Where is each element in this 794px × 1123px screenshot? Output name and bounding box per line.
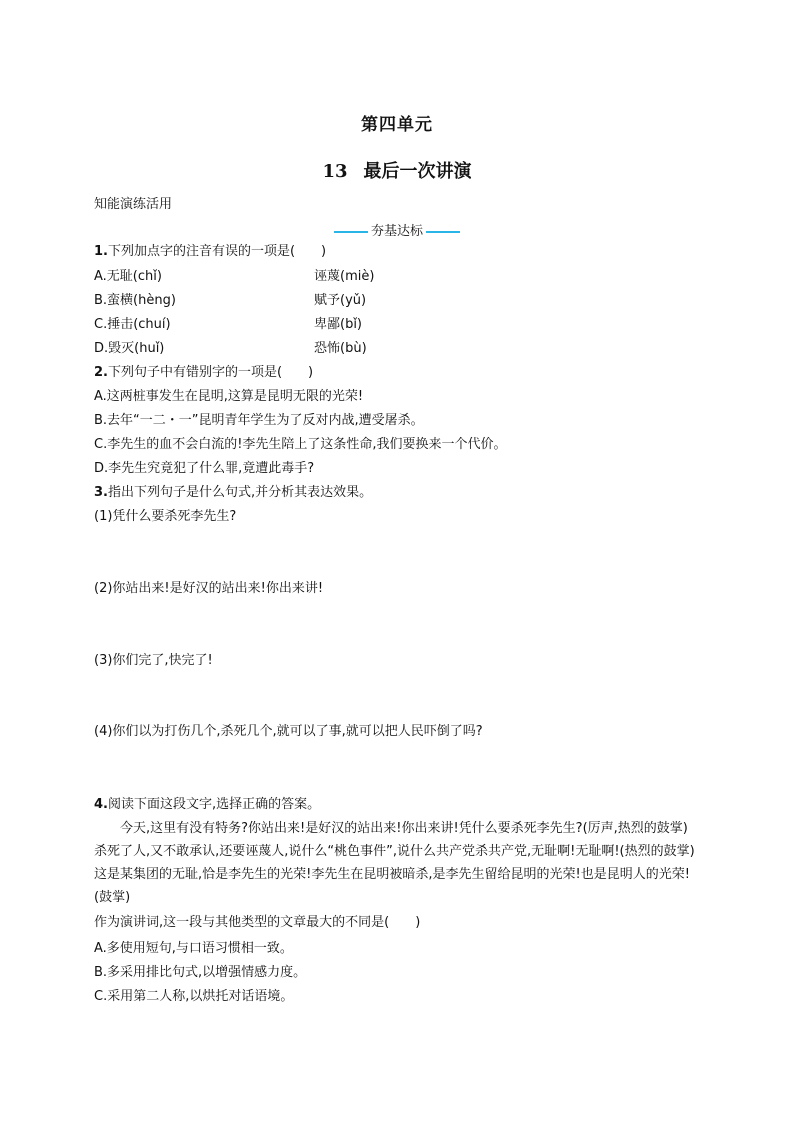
q2-option-a: A.这两桩事发生在昆明,这算是昆明无限的光荣! [94,389,364,404]
q3-item-3: (3)你们完了,快完了! [94,653,213,668]
q1-option-c-left: C.捶击(chuí) [94,317,171,332]
question-number: 4. [94,797,108,812]
q1-option-row [94,316,363,334]
q3-item-4: (4)你们以为打伤几个,杀死几个,就可以了事,就可以把人民吓倒了吗? [94,724,483,739]
q4-option-c: C.采用第二人称,以烘托对话语境。 [94,989,294,1004]
q2-option-d: D.李先生究竟犯了什么罪,竟遭此毒手? [94,461,315,476]
question-text: 阅读下面这段文字,选择正确的答案。 [107,797,321,812]
section-banner [0,220,794,239]
lesson-title [0,157,794,183]
question-2-stem [94,364,313,382]
q3-item-1: (1)凭什么要杀死李先生? [94,509,237,524]
question-4-stem [94,796,320,814]
q2-option-b: B.去年“一二・一”昆明青年学生为了反对内战,遭受屠杀。 [94,413,424,428]
question-number: 3. [94,485,108,500]
q1-option-d-right: 恐怖(bù) [314,341,367,356]
q1-option-a-left: A.无耻(chǐ) [94,269,162,284]
q1-option-a-right: 诬蔑(miè) [314,269,375,284]
lesson-name: 最后一次讲演 [363,161,472,182]
q1-option-b-left: B.蛮横(hèng) [94,293,176,308]
section-label: 知能演练活用 [94,197,173,212]
section-banner-text: 夯基达标 [370,224,423,239]
q1-option-row [94,340,367,358]
question-text: 指出下列句子是什么句式,并分析其表达效果。 [107,485,373,500]
banner-left-rule [334,231,368,233]
q3-item-2: (2)你站出来!是好汉的站出来!你出来讲! [94,581,324,596]
question-1-stem [94,243,326,261]
question-text: 下列句子中有错别字的一项是( ) [107,365,314,380]
q4-option-a: A.多使用短句,与口语习惯相一致。 [94,941,293,956]
q1-option-c-right: 卑鄙(bǐ) [314,317,363,332]
q2-option-c: C.李先生的血不会白流的!李先生陪上了这条性命,我们要换来一个代价。 [94,437,507,452]
q4-option-b: B.多采用排比句式,以增强情感力度。 [94,965,307,980]
q4-question: 作为演讲词,这一段与其他类型的文章最大的不同是( ) [94,915,421,930]
q1-option-row [94,292,367,310]
q4-passage: 今天,这里有没有特务?你站出来!是好汉的站出来!你出来讲!凭什么要杀死李先生?(厉声,热烈的鼓掌)杀死了人,又不敢承认,还要诬蔑人,说什么“桃色事件”,说什么共产党杀共产党,无耻啊!无耻啊!(热烈的鼓掌)这是某集团的无耻,恰是李先生的光荣!李先生在昆明被暗杀,是李先生留给昆明的光荣!也是昆明人的光荣!(鼓掌) [94,821,695,905]
lesson-number: 13 [322,161,348,182]
banner-right-rule [426,231,460,233]
question-number: 2. [94,365,108,380]
question-number: 1. [94,244,108,259]
unit-title: 第四单元 [361,115,433,135]
q1-option-d-left: D.毁灭(huǐ) [94,341,165,356]
q1-option-b-right: 赋予(yǔ) [314,293,367,308]
q1-option-row [94,268,375,286]
question-3-stem [94,484,372,502]
question-text: 下列加点字的注音有误的一项是( ) [107,244,327,259]
